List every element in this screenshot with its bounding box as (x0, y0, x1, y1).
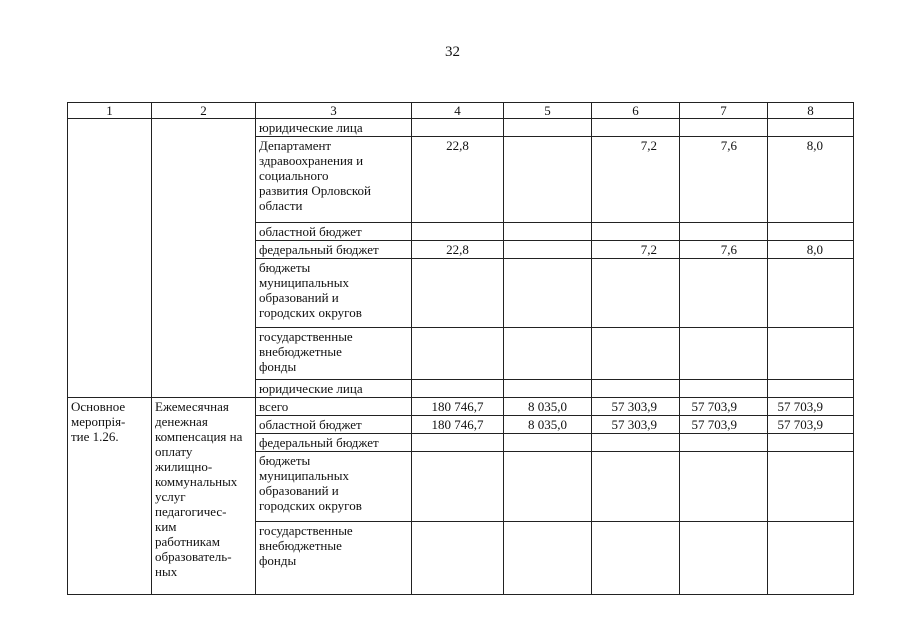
value-cell-c5 (504, 119, 592, 137)
value-cell-c6 (592, 119, 680, 137)
measure-name-cell-line: компенсация на (155, 429, 243, 444)
value-cell-c8 (768, 434, 854, 452)
measure-code-cell-line: меропрія- (71, 414, 126, 429)
value-cell-c7: 57 703,9 (680, 416, 768, 434)
source-cell (256, 522, 412, 595)
value-cell-c8 (768, 452, 854, 522)
table-row (68, 398, 854, 416)
empty-name-cell (152, 119, 256, 398)
value-cell-c5: 8 035,0 (504, 398, 592, 416)
measure-name-cell-line: денежная (155, 414, 208, 429)
value-cell-c5 (504, 434, 592, 452)
value-cell-c4 (412, 328, 504, 380)
source-cell-line: Департамент (259, 138, 332, 153)
value-cell-c4: 22,8 (412, 241, 504, 259)
value-cell-c6 (592, 452, 680, 522)
value-cell-c5 (504, 137, 592, 223)
value-cell-c6 (592, 223, 680, 241)
table-body (68, 103, 854, 595)
header-cell-5: 5 (504, 103, 592, 119)
value-cell-c8 (768, 522, 854, 595)
measure-name-cell-line: работникам (155, 534, 220, 549)
source-cell (256, 137, 412, 223)
value-cell-c6: 7,2 (592, 137, 680, 223)
source-cell (256, 452, 412, 522)
source-cell (256, 416, 412, 434)
value-cell-c7 (680, 259, 768, 328)
measure-name-cell (152, 398, 256, 595)
header-row (68, 103, 854, 119)
header-cell-8: 8 (768, 103, 854, 119)
source-cell-line: федеральный бюджет (259, 242, 379, 257)
header-cell-2: 2 (152, 103, 256, 119)
value-cell-c6 (592, 522, 680, 595)
value-cell-c5: 8 035,0 (504, 416, 592, 434)
measure-name-cell-line: Ежемесячная (155, 399, 229, 414)
value-cell-c5 (504, 223, 592, 241)
value-cell-c8 (768, 259, 854, 328)
value-cell-c6 (592, 328, 680, 380)
value-cell-c8 (768, 119, 854, 137)
measure-name-cell-line: услуг (155, 489, 186, 504)
value-cell-c7 (680, 452, 768, 522)
empty-code-cell (68, 119, 152, 398)
value-cell-c7 (680, 380, 768, 398)
measure-name-cell-line: оплату (155, 444, 193, 459)
value-cell-c7: 7,6 (680, 137, 768, 223)
source-cell-line: образований и (259, 483, 339, 498)
value-cell-c5 (504, 452, 592, 522)
value-cell-c6: 57 303,9 (592, 416, 680, 434)
measure-name-cell-line: ных (155, 564, 178, 579)
value-cell-c8: 8,0 (768, 241, 854, 259)
value-cell-c7 (680, 522, 768, 595)
page-number: 32 (445, 44, 460, 60)
value-cell-c4 (412, 223, 504, 241)
source-cell (256, 223, 412, 241)
value-cell-c5 (504, 241, 592, 259)
source-cell-line: фонды (259, 553, 297, 568)
value-cell-c5 (504, 259, 592, 328)
value-cell-c7: 57 703,9 (680, 398, 768, 416)
source-cell-line: муниципальных (259, 468, 350, 483)
source-cell-line: развития Орловской (259, 183, 372, 198)
source-cell (256, 398, 412, 416)
source-cell (256, 380, 412, 398)
measure-name-cell-line: педагогичес- (155, 504, 227, 519)
value-cell-c8 (768, 223, 854, 241)
source-cell-line: муниципальных (259, 275, 350, 290)
value-cell-c5 (504, 522, 592, 595)
value-cell-c4: 180 746,7 (412, 398, 504, 416)
budget-table (67, 102, 854, 595)
source-cell-line: юридические лица (259, 381, 363, 396)
source-cell-line: образований и (259, 290, 339, 305)
value-cell-c8 (768, 328, 854, 380)
measure-name-cell-line: образователь- (155, 549, 232, 564)
measure-code-cell-line: Основное (71, 399, 126, 414)
value-cell-c7 (680, 223, 768, 241)
source-cell-line: бюджеты (259, 260, 311, 275)
source-cell-line: государственные (259, 523, 353, 538)
source-cell-line: всего (259, 399, 289, 414)
source-cell-line: внебюджетные (259, 344, 342, 359)
value-cell-c6: 57 303,9 (592, 398, 680, 416)
value-cell-c4 (412, 434, 504, 452)
value-cell-c6: 7,2 (592, 241, 680, 259)
value-cell-c4: 180 746,7 (412, 416, 504, 434)
source-cell-line: внебюджетные (259, 538, 342, 553)
value-cell-c8: 57 703,9 (768, 398, 854, 416)
value-cell-c5 (504, 380, 592, 398)
value-cell-c8 (768, 380, 854, 398)
value-cell-c4 (412, 452, 504, 522)
value-cell-c6 (592, 380, 680, 398)
measure-code-cell-line: тие 1.26. (71, 429, 119, 444)
value-cell-c7 (680, 434, 768, 452)
source-cell-line: областной бюджет (259, 224, 362, 239)
source-cell-line: областной бюджет (259, 417, 362, 432)
source-cell (256, 259, 412, 328)
measure-name-cell-line: жилищно- (155, 459, 213, 474)
source-cell-line: здравоохранения и (259, 153, 364, 168)
source-cell-line: городских округов (259, 305, 362, 320)
value-cell-c8: 57 703,9 (768, 416, 854, 434)
value-cell-c6 (592, 434, 680, 452)
header-cell-4: 4 (412, 103, 504, 119)
source-cell-line: фонды (259, 359, 297, 374)
measure-name-cell-line: ким (155, 519, 177, 534)
value-cell-c4 (412, 380, 504, 398)
value-cell-c6 (592, 259, 680, 328)
value-cell-c4 (412, 522, 504, 595)
table-row (68, 119, 854, 137)
header-cell-6: 6 (592, 103, 680, 119)
value-cell-c4 (412, 259, 504, 328)
source-cell-line: городских округов (259, 498, 362, 513)
measure-code-cell (68, 398, 152, 595)
measure-name-cell-line: коммунальных (155, 474, 238, 489)
source-cell-line: юридические лица (259, 120, 363, 135)
source-cell-line: государственные (259, 329, 353, 344)
value-cell-c4: 22,8 (412, 137, 504, 223)
value-cell-c7 (680, 328, 768, 380)
source-cell-line: социального (259, 168, 329, 183)
source-cell-line: области (259, 198, 303, 213)
header-cell-1: 1 (68, 103, 152, 119)
value-cell-c8: 8,0 (768, 137, 854, 223)
value-cell-c7: 7,6 (680, 241, 768, 259)
header-cell-3: 3 (256, 103, 412, 119)
source-cell (256, 328, 412, 380)
header-cell-7: 7 (680, 103, 768, 119)
source-cell (256, 241, 412, 259)
value-cell-c7 (680, 119, 768, 137)
value-cell-c4 (412, 119, 504, 137)
source-cell (256, 119, 412, 137)
source-cell-line: федеральный бюджет (259, 435, 379, 450)
value-cell-c5 (504, 328, 592, 380)
source-cell (256, 434, 412, 452)
source-cell-line: бюджеты (259, 453, 311, 468)
